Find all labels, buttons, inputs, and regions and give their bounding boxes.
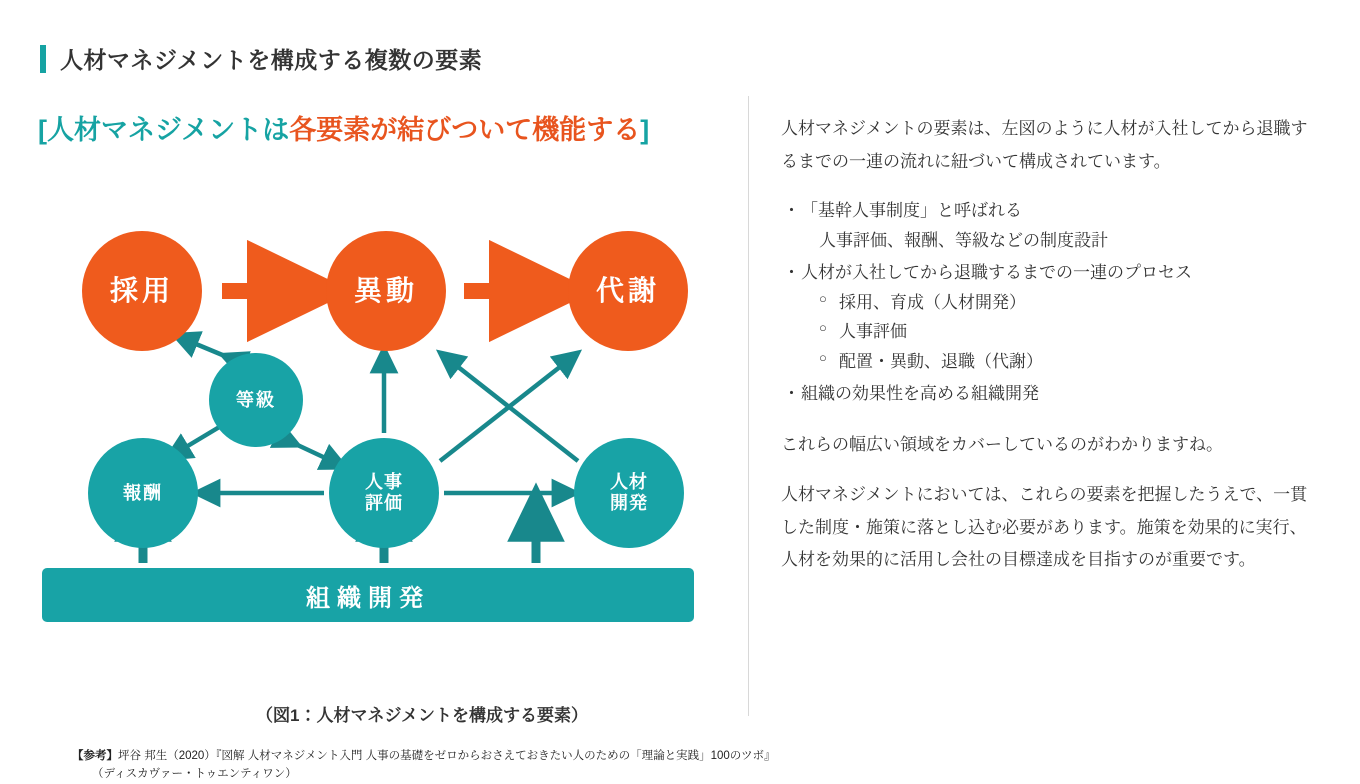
title-accent-bar — [40, 45, 46, 73]
bullet-marker: ・ — [783, 201, 800, 221]
node-houshu-label: 報酬 — [123, 482, 163, 503]
arrow-toukyu-jinji — [289, 441, 336, 463]
node-daisha-label: 代謝 — [595, 274, 660, 306]
node-toukyu-label: 等級 — [236, 389, 276, 410]
subtitle-teal-text: 人材マネジメント — [47, 115, 263, 145]
list-item — [819, 317, 1321, 347]
page-title-text: 人材マネジメントを構成する複数の要素 — [60, 47, 483, 73]
bullet-text: 人材が入社してから退職するまでの一連のプロセス — [801, 262, 1192, 282]
bullet-subline: 人事評価、報酬、等級などの制度設計 — [819, 231, 1108, 250]
right-column — [781, 113, 1321, 595]
node-idou — [326, 231, 446, 351]
sub-bullet-marker: ○ — [819, 320, 827, 336]
bullet-text: 組織の効果性を高める組織開発 — [801, 383, 1039, 403]
node-kaihatsu-label-line1: 人材 — [610, 472, 648, 493]
sub-bullet-text: 配置・異動、退職（代謝） — [839, 352, 1043, 371]
arrow-kaihatsu-to-idou — [448, 359, 578, 461]
node-jinzai-kaihatsu — [574, 438, 684, 548]
sub-bullet-text: 人事評価 — [839, 322, 907, 342]
subtitle-close-bracket: ] — [640, 115, 650, 145]
base-bar-label: 組織開発 — [306, 584, 430, 612]
intro-paragraph: 人材マネジメントの要素は、左図のように人材が入社してから退職するまでの一連の流れに紐づいて構成されています。 — [781, 119, 1308, 171]
source-line1: 坪谷 邦生（2020）『図解 人材マネジメント入門 人事の基礎をゼロからおさえておきたい人のための「理論と実践」100のツボ』 — [118, 750, 776, 762]
node-jinji-label-line2: 評価 — [365, 493, 403, 513]
sub-bullet-list — [801, 288, 1321, 377]
node-jinji-hyouka — [329, 438, 439, 548]
arrow-toukyu-to-houshu — [176, 426, 221, 453]
list-item — [781, 258, 1321, 377]
list-item — [819, 347, 1321, 377]
bullet-text: 「基幹人事制度」と呼ばれる — [801, 201, 1022, 221]
source-line2: （ディスカヴァー・トゥエンティワン） — [92, 767, 297, 780]
bullet-list — [781, 196, 1321, 408]
arrow-toukyu-saiyou — [184, 339, 232, 359]
base-bar-soshiki-kaihatsu — [42, 568, 694, 622]
figure-caption: （図1：人材マネジメントを構成する要素） — [256, 706, 588, 725]
source-tag: 【参考】 — [72, 750, 118, 762]
node-jinji-label-line1: 人事 — [365, 472, 403, 493]
paragraph-2: これらの幅広い領域をカバーしているのがわかりますね。 — [781, 434, 1223, 454]
sub-bullet-text: 採用、育成（人材開発） — [839, 292, 1026, 312]
list-item — [781, 196, 1321, 256]
source-note — [72, 748, 782, 784]
node-saiyou — [82, 231, 202, 351]
column-divider — [748, 96, 749, 716]
sub-bullet-marker: ○ — [819, 350, 827, 365]
subtitle-open-bracket: [ — [38, 115, 47, 145]
sub-bullet-marker: ○ — [819, 290, 827, 306]
bullet-marker: ・ — [783, 262, 800, 282]
arrow-jinji-to-daisha — [440, 359, 570, 461]
hr-management-diagram — [36, 163, 736, 612]
paragraph-3: 人材マネジメントにおいては、これらの要素を把握したうえで、一貫した制度・施策に落とし込む必要があります。施策を効果的に実行、人材を効果的に活用し会社の目標達成を目指すのが重要です。 — [781, 485, 1308, 570]
subtitle-orange-text: 各要素が結びついて機能する — [289, 115, 641, 145]
subtitle-particle: は — [262, 115, 290, 145]
list-item — [781, 379, 1321, 409]
left-column — [36, 108, 776, 780]
node-kaihatsu-label-line2: 開発 — [610, 493, 648, 513]
node-toukyu — [209, 353, 303, 447]
subtitle — [38, 108, 736, 147]
bullet-marker: ・ — [783, 383, 800, 403]
page-title — [40, 42, 482, 75]
node-saiyou-label: 採用 — [109, 274, 174, 306]
list-item — [819, 288, 1321, 318]
node-daisha — [568, 231, 688, 351]
node-houshu — [88, 438, 198, 548]
node-idou-label: 異動 — [353, 274, 418, 306]
